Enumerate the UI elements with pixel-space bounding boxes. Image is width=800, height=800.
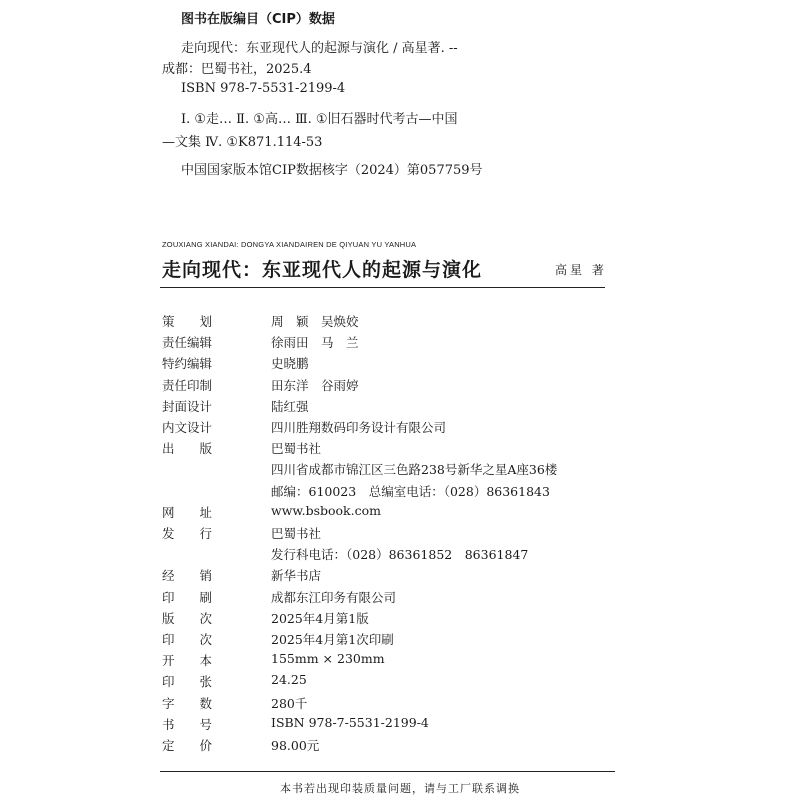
credit-value: 280千 <box>271 695 308 711</box>
credit-label: 经 销 <box>162 568 213 584</box>
cip-line-isbn: ISBN 978-7-5531-2199-4 <box>181 81 346 96</box>
book-title-pinyin: ZOUXIANG XIANDAI: DONGYA XIANDAIREN DE QIYUAN YU YANHUA <box>162 240 417 249</box>
credit-label: 版 次 <box>162 610 213 626</box>
credit-label: 内文设计 <box>162 420 213 435</box>
credit-value: 周 颖 吴焕姣 <box>271 314 359 329</box>
book-title: 走向现代：东亚现代人的起源与演化 <box>162 259 483 281</box>
credit-value: 巴蜀书社 <box>271 526 322 541</box>
credit-label: 发 行 <box>162 526 213 541</box>
credit-label: 定 价 <box>162 738 213 753</box>
cip-line-title: 走向现代：东亚现代人的起源与演化 / 高星著. -- <box>181 41 458 56</box>
credit-label: 印 张 <box>162 674 213 690</box>
credit-label: 网 址 <box>162 504 213 520</box>
credit-value: 陆红强 <box>271 398 309 414</box>
credit-label: 印 次 <box>162 632 213 647</box>
cip-line-record-number: 中国国家版本馆CIP数据核字（2024）第057759号 <box>181 163 483 178</box>
credit-value: 98.00元 <box>271 738 320 753</box>
credit-label: 策 划 <box>162 314 213 329</box>
credit-value: 24.25 <box>271 672 307 688</box>
credit-label: 责任编辑 <box>162 335 213 351</box>
credit-value: 巴蜀书社 <box>271 441 322 457</box>
credit-value: 新华书店 <box>271 568 322 584</box>
credit-label: 字 数 <box>162 695 213 711</box>
book-author: 高星 著 <box>555 263 607 277</box>
credit-value: 史晓鹏 <box>271 356 309 372</box>
credit-value: 2025年4月第1版 <box>271 610 369 626</box>
credit-label: 印 刷 <box>162 589 213 605</box>
credit-label: 出 版 <box>162 441 213 457</box>
credit-value: 成都东江印务有限公司 <box>271 589 397 605</box>
cip-line-publisher: 成都：巴蜀书社，2025.4 <box>162 62 312 77</box>
credit-value: ISBN 978-7-5531-2199-4 <box>271 714 429 730</box>
credit-value: 田东洋 谷雨婷 <box>271 377 359 393</box>
credit-value: 徐雨田 马 兰 <box>271 335 359 351</box>
credit-value: 155mm × 230mm <box>271 651 385 667</box>
credit-value: 四川胜翔数码印务设计有限公司 <box>271 420 447 435</box>
footer-divider <box>160 771 615 772</box>
credit-label: 书 号 <box>162 716 213 732</box>
credit-label: 封面设计 <box>162 398 213 414</box>
cip-heading: 图书在版编目（CIP）数据 <box>181 12 335 27</box>
credit-label: 责任印制 <box>162 377 213 393</box>
credit-value: 四川省成都市锦江区三色路238号新华之星A座36楼 <box>271 462 558 478</box>
credit-value: 邮编：610023 总编室电话：（028）86361843 <box>271 483 550 499</box>
credit-label: 开 本 <box>162 653 213 669</box>
cip-line-classification-cont: —文集 Ⅳ. ①K871.114-53 <box>162 135 323 150</box>
cip-line-classification: Ⅰ. ①走… Ⅱ. ①高… Ⅲ. ①旧石器时代考古—中国 <box>181 112 458 127</box>
credit-label: 特约编辑 <box>162 356 213 372</box>
credit-value: 发行科电话：（028）86361852 86361847 <box>271 547 529 563</box>
credit-value: www.bsbook.com <box>271 502 381 518</box>
footer-note: 本书若出现印装质量问题，请与工厂联系调换 <box>280 782 520 795</box>
credit-value: 2025年4月第1次印刷 <box>271 632 394 647</box>
title-divider <box>160 287 605 288</box>
